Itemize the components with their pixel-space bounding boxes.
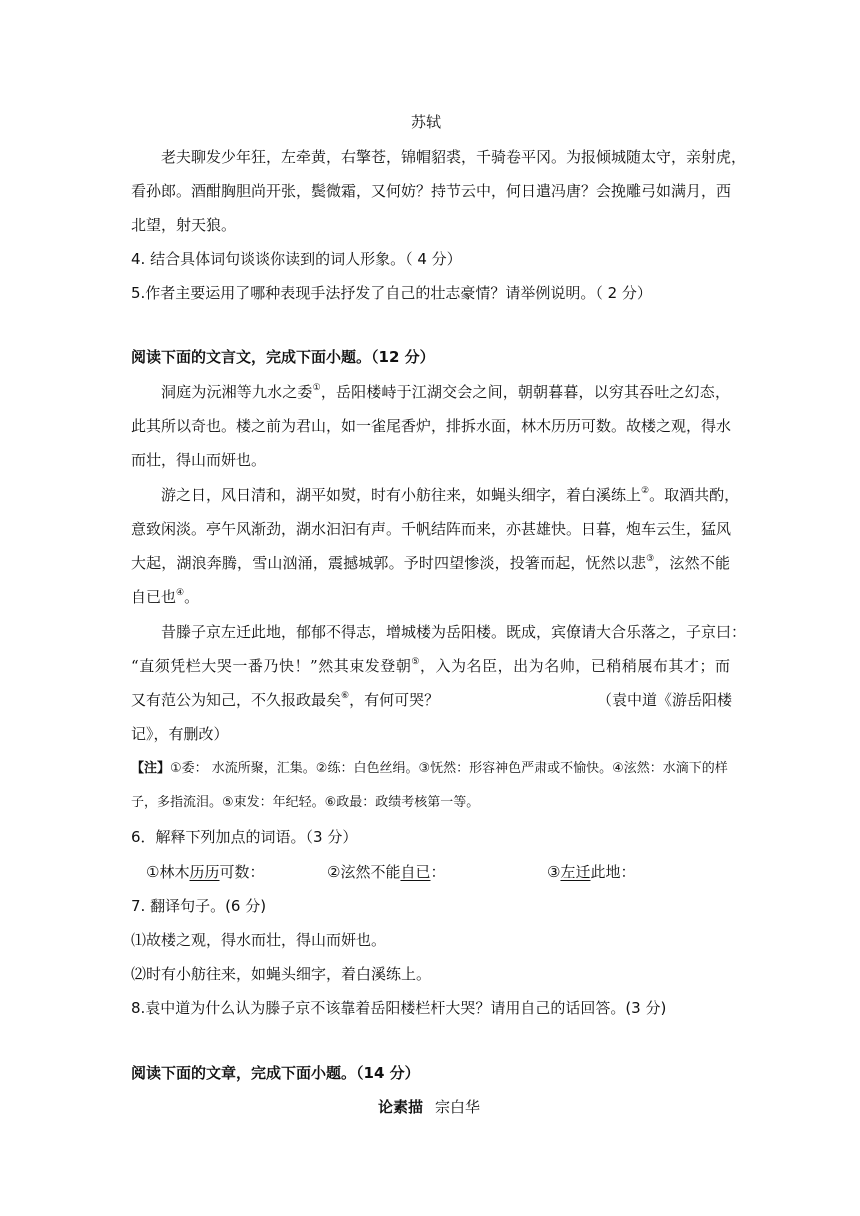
question-6: 6．解释下列加点的词语。（3 分） [131, 828, 358, 846]
poem-line-2: 看孙郎。酒酣胸胆尚开张，鬓微霜，又何妨？持节云中，何日遣冯唐？会挽雕弓如满月，西 [131, 182, 732, 200]
question-5: 5.作者主要运用了哪种表现手法抒发了自己的壮志豪情？请举例说明。（ 2 分） [131, 284, 652, 302]
footnote-ref-6: ⑥ [341, 691, 350, 701]
passage-p1-line-1: 洞庭为沅湘等九水之委①，岳阳楼峙于江湖交会之间，朝朝暮暮，以穷其吞吐之幻态， [161, 383, 730, 401]
passage-p1-line-3: 而壮，得山而妍也。 [131, 451, 267, 469]
passage-source: （袁中道《游岳阳楼 [597, 691, 733, 709]
question-8: 8.袁中道为什么认为滕子京不该靠着岳阳楼栏杆大哭？请用自己的话回答。(3 分) [131, 999, 667, 1017]
section2-heading: 阅读下面的文言文，完成下面小题。（12 分） [131, 348, 435, 366]
footnote-ref-1: ① [312, 383, 321, 393]
notes-line-1: 【注】①委： 水流所聚，汇集。②练：白色丝绢。③怃然：形容神色严肃或不愉快。④泫然：水滴下的样 [131, 761, 728, 776]
passage-p3-line-2: “直须凭栏大哭一番乃快！”然其束发登朝⑤，入为名臣，出为名帅，已稍稍展布其才；而 [131, 657, 730, 675]
passage-p2-line-4: 自已也④。 [131, 588, 200, 606]
question-4: 4. 结合具体词句谈谈你读到的词人形象。（ 4 分） [131, 250, 462, 268]
footnote-ref-5: ⑤ [411, 657, 420, 667]
passage-p2-line-2: 意致闲淡。亭午风渐劲，湖水汩汩有声。千帆结阵而来，亦甚雄快。日暮，炮车云生，猛风 [131, 520, 732, 538]
q6-item-1: ①林木历历可数： [146, 863, 265, 881]
essay-title: 论素描 [378, 1098, 424, 1116]
q6-word-2: 自已 [400, 863, 431, 881]
poem-line-1: 老夫聊发少年狂，左牵黄，右擎苍，锦帽貂裘，千骑卷平冈。为报倾城随太守，亲射虎， [161, 148, 747, 166]
essay-title-line [378, 1097, 480, 1117]
question-7: 7. 翻译句子。(6 分) [131, 897, 267, 915]
poem-line-3: 北望，射天狼。 [131, 216, 237, 234]
q7-sentence-1: ⑴故楼之观，得水而壮，得山而妍也。 [131, 931, 387, 949]
poem-author: 苏轼 [411, 113, 442, 131]
footnote-ref-2: ② [641, 486, 650, 496]
q6-item-2: ②泫然不能自已： [327, 863, 446, 881]
passage-p1-line-2: 此其所以奇也。楼之前为君山，如一雀尾香炉，排拆水面，林木历历可数。故楼之观，得水 [131, 417, 732, 435]
passage-source-cont: 记》，有删改） [131, 725, 229, 743]
q7-sentence-2: ⑵时有小舫往来，如蝇头细字，着白溪练上。 [131, 965, 432, 983]
footnote-ref-3: ③ [646, 554, 655, 564]
q6-item-3: ③左迁此地： [547, 863, 636, 881]
passage-p2-line-1: 游之日，风日清和，湖平如熨，时有小舫往来，如蝇头细字，着白溪练上②。取酒共酌， [161, 486, 740, 504]
footnote-ref-4: ④ [176, 588, 185, 598]
q6-word-3: 左迁 [560, 863, 591, 881]
q6-word-1: 历历 [189, 863, 220, 881]
passage-p3-line-3: 又有范公为知己，不久报政最矣⑥，有何可哭？ [131, 691, 440, 709]
notes-line-2: 子，多指流泪。⑤束发：年纪轻。⑥政最：政绩考核第一等。 [131, 795, 480, 810]
passage-p2-line-3: 大起，湖浪奔腾，雪山汹涌，震撼城郭。予时四望惨淡，投箸而起，怃然以悲③，泫然不能 [131, 554, 730, 572]
notes-label: 【注】 [131, 761, 171, 776]
essay-author: 宗白华 [435, 1098, 481, 1116]
section3-heading: 阅读下面的文章，完成下面小题。（14 分） [131, 1064, 420, 1082]
passage-p3-line-1: 昔滕子京左迁此地，郁郁不得志，增城楼为岳阳楼。既成，宾僚请大合乐落之，子京曰： [161, 623, 747, 641]
